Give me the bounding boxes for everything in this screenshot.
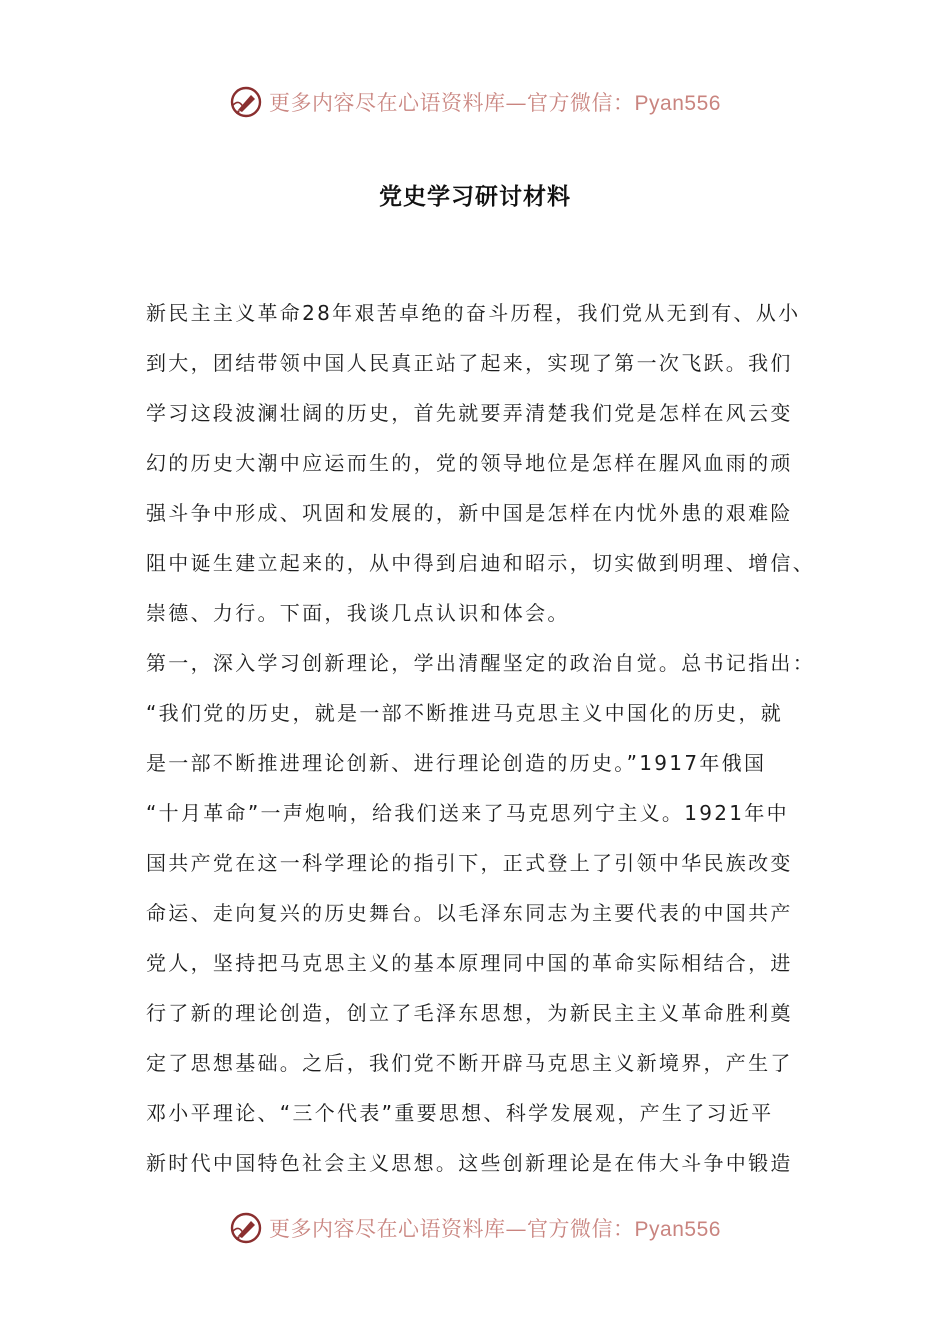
footer-banner-wechat: Pyan556 (634, 1218, 721, 1241)
body-line: 强斗争中形成、巩固和发展的，新中国是怎样在内忧外患的艰难险 (146, 501, 793, 525)
body-line: 新民主主义革命28年艰苦卓绝的奋斗历程，我们党从无到有、从小 (146, 301, 801, 325)
body-line: 幻的历史大潮中应运而生的，党的领导地位是怎样在腥风血雨的顽 (146, 451, 793, 475)
body-line: 阻中诞生建立起来的，从中得到启迪和昭示，切实做到明理、增信、 (146, 551, 815, 575)
footer-banner-text (269, 1213, 721, 1243)
body-line: 定了思想基础。之后，我们党不断开辟马克思主义新境界，产生了 (146, 1051, 793, 1075)
pen-nib-icon (229, 85, 263, 119)
document-body (146, 290, 815, 1190)
footer-banner-main: 更多内容尽在心语资料库—官方微信： (269, 1217, 635, 1241)
header-watermark-banner (0, 80, 950, 124)
body-line: 第一，深入学习创新理论，学出清醒坚定的政治自觉。总书记指出： (146, 651, 815, 675)
body-line: 国共产党在这一科学理论的指引下，正式登上了引领中华民族改变 (146, 851, 793, 875)
footer-watermark-banner (0, 1206, 950, 1250)
body-line: 到大，团结带领中国人民真正站了起来，实现了第一次飞跃。我们 (146, 351, 793, 375)
body-line: 行了新的理论创造，创立了毛泽东思想，为新民主主义革命胜利奠 (146, 1001, 793, 1025)
body-line: “我们党的历史，就是一部不断推进马克思主义中国化的历史，就 (146, 701, 784, 725)
body-line: 学习这段波澜壮阔的历史，首先就要弄清楚我们党是怎样在风云变 (146, 401, 793, 425)
body-line: 崇德、力行。下面，我谈几点认识和体会。 (146, 601, 570, 625)
header-banner-wechat: Pyan556 (634, 92, 721, 115)
header-banner-text (269, 87, 721, 117)
body-line: 党人，坚持把马克思主义的基本原理同中国的革命实际相结合，进 (146, 951, 793, 975)
body-line: 邓小平理论、“三个代表”重要思想、科学发展观，产生了习近平 (146, 1101, 774, 1125)
body-line: 是一部不断推进理论创新、进行理论创造的历史。”1917年俄国 (146, 751, 767, 775)
body-line: 命运、走向复兴的历史舞台。以毛泽东同志为主要代表的中国共产 (146, 901, 793, 925)
header-banner-main: 更多内容尽在心语资料库—官方微信： (269, 91, 635, 115)
body-line: 新时代中国特色社会主义思想。这些创新理论是在伟大斗争中锻造 (146, 1151, 793, 1175)
body-line: “十月革命”一声炮响，给我们送来了马克思列宁主义。1921年中 (146, 801, 789, 825)
pen-nib-icon (229, 1211, 263, 1245)
document-title: 党史学习研讨材料 (379, 183, 571, 210)
